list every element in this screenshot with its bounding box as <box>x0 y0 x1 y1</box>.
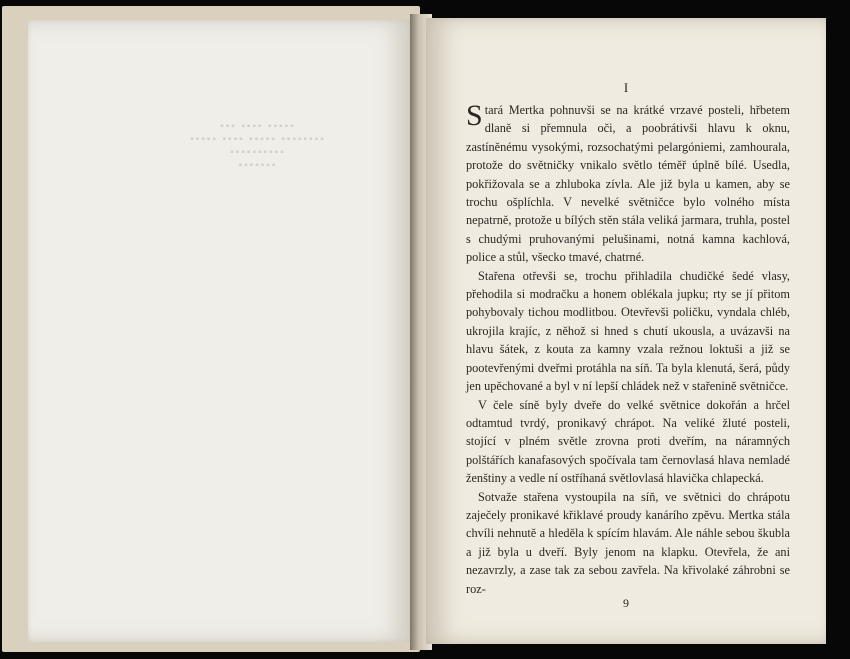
paragraph-2: Stařena otřevši se, trochu přihladila chudičké šedé vlasy, přehodila si modračku a honem oblékala jupku; rty se jí přitom pohybovaly tichou modlitbou. Otevřevši poličku, vyndala chléb, ukrojila krajíc, z něhož si hned s chutí ukousla, a uvázavši na hlavu šátek, z kouta za kamny vzala režnou loktuši a již se pootevřenými dveřmi protáhla na síň. Ta byla klenutá, šerá, půdy jen upěchované a byl v ní lepší chládek než v stařenině světničce. <box>466 268 790 394</box>
chapter-heading: I <box>623 80 629 95</box>
drop-cap: S <box>466 99 483 132</box>
bleed-through-text: ▪▪▪ ▪▪▪▪ ▪▪▪▪▪ ▪▪▪▪▪ ▪▪▪▪ ▪▪▪▪▪ ▪▪▪▪▪▪▪▪ ▪▪▪▪▪▪▪▪▪▪ ▪▪▪▪▪▪▪ <box>190 121 326 171</box>
body-text <box>466 101 790 598</box>
paragraph-1-text: tará Mertka pohnuvši se na krátké vrzavé posteli, hřbetem dlaně si přemnula oči, a poobrátivši hlavu k oknu, zastíněnému vysokými, rozsochatými pelargóniemi, zamhourala, protože do světničky vnikalo světlo téměř úplně bílé. Usedla, pokřižovala se a zhluboka zívla. Ale již byla u kamen, aby se trochu ošplíchla. V nevelké světničce bylo volného místa nepatrně, protože u bílých stěn stála veliká jarmara, truhla, postel s chudými pruhovanými pelušinami, notná kamna kachlová, police a stůl, všecko tmavé, chatrné. <box>466 103 790 265</box>
paragraph-3: V čele síně byly dveře do velké světnice dokořán a hrčel odtamtud tvrdý, pronikavý chrápot. Na veliké žluté posteli, stojící v plném světle zrovna proti dveřím, na náramných polštářích kanafasových spočívala tam černovlasá hlava nemladé ženštiny a vedle ní ostříhaná světlovlasá hlavička chlapecká. <box>466 397 790 486</box>
paragraph-4: Sotvaže stařena vystoupila na síň, ve světnici do chrápotu zaječely pronikavé křiklavé proudy kanárího zpěvu. Mertka stála chvíli nehnutě a hleděla k spícím hlavám. Ale náhle sebou škubla a již byla u dveří. Byly jenom na klapku. Otevřela, že ani nezavrzly, a zase tak za sebou zavřela. Na křivolaké záhrobni se roz- <box>466 489 790 596</box>
paragraph-1 <box>466 101 790 267</box>
left-page-blank <box>28 20 410 642</box>
right-page <box>426 18 826 644</box>
page-number: 9 <box>623 596 629 610</box>
